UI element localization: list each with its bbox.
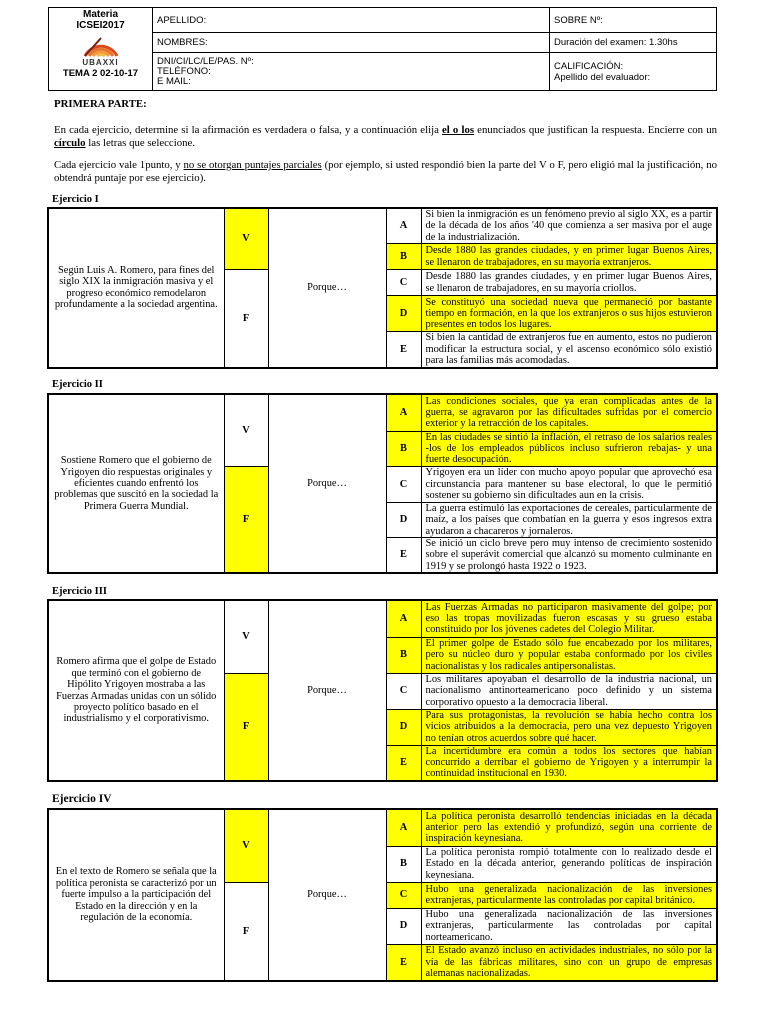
calificacion-label: CALIFICACIÓN:: [554, 60, 624, 72]
option-text: Yrigoyen era un líder con mucho apoyo popular que aprovechó esa circunstancia para mantener su base electoral, lo que le permitió sostener su gobierno sin dificultades aun en la crisis.: [421, 466, 717, 502]
exercise-2-table: [47, 393, 718, 574]
option-text: Se inició un ciclo breve pero muy intenso de crecimiento sostenido sobre el superávit comercial que alcanzó su momento culminante en 1919 y se prolongó hasta 1922 o 1923.: [421, 537, 717, 573]
materia-code: ICSEI2017: [76, 20, 125, 31]
exercise-3-title: Ejercicio III: [52, 586, 107, 597]
exercise-statement: En el texto de Romero se señala que la política peronista se caracterizó por un fuerte impulso a la participación del Estado en la dirección y en la regulación de la economía.: [48, 809, 224, 981]
porque-label: Porque…: [268, 809, 386, 981]
telefono-label: TELÉFONO:: [157, 65, 211, 77]
option-letter[interactable]: B: [386, 244, 421, 270]
exercise-statement: Sostiene Romero que el gobierno de Yrigoyen dio respuestas originales y eficientes cuando enfrentó los problemas que suscitó en la sociedad la Primera Guerra Mundial.: [48, 394, 224, 573]
option-text: La política peronista desarrolló tendencias iniciadas en la década anterior pero las extendió y profundizó, según una corriente de inspiración keynesiana.: [421, 809, 717, 846]
true-option[interactable]: V: [224, 600, 268, 673]
ubaxxi-brand: UBAXXI: [82, 58, 119, 67]
materia-label: Materia: [82, 9, 118, 20]
exercise-statement: Según Luis A. Romero, para fines del siglo XIX la inmigración masiva y el progreso económico remodelaron profundamente a la sociedad argentina.: [48, 208, 224, 368]
porque-label: Porque…: [268, 394, 386, 573]
option-text: Si bien la cantidad de extranjeros fue en aumento, estos no pudieron modificar la estructura social, y el ascenso económico sólo existió para las familias más acomodadas.: [421, 332, 717, 368]
option-letter[interactable]: A: [386, 208, 421, 244]
email-label: E MAIL:: [157, 75, 191, 87]
option-text: La incertidumbre era común a todos los sectores que habían concurrido a derribar el gobierno de Yrigoyen y a interrumpir la continuidad institucional en 1930.: [421, 745, 717, 781]
option-text: Si bien la inmigración es un fenómeno previo al siglo XX, es a partir de la década de los años '40 que comienza a ser masiva por el auge de la industrialización.: [421, 208, 717, 244]
option-letter[interactable]: A: [386, 600, 421, 637]
option-letter[interactable]: C: [386, 466, 421, 502]
el-o-los-emphasis: el o los: [442, 124, 475, 136]
option-text: Los militares apoyaban el desarrollo de la industria nacional, un nacionalismo antinorteamericano poco definido y un sistema corporativo opuesto a la democracia liberal.: [421, 673, 717, 709]
apellido-field[interactable]: [153, 8, 550, 33]
option-letter[interactable]: C: [386, 270, 421, 296]
exercise-4-title: Ejercicio IV: [52, 793, 112, 805]
no-partial-emphasis: no se otorgan puntajes parciales: [183, 159, 322, 171]
exercise-statement: Romero afirma que el golpe de Estado que terminó con el gobierno de Hipólito Yrigoyen mostraba a las Fuerzas Armadas unidas con un sólido proyecto político basado en el industrialismo y el corporativismo.: [48, 600, 224, 781]
option-text: Las condiciones sociales, que ya eran complicadas antes de la guerra, se agravaron por las dificultades sufridas por el comercio exterior y la retracción de los capitales.: [421, 394, 717, 431]
duracion-label: Duración del examen: 1.30hs: [554, 37, 678, 48]
option-text: Hubo una generalizada nacionalización de las inversiones extranjeras, particularmente las controladas por capital norteamericano.: [421, 908, 717, 944]
tema-label: TEMA 2 02-10-17: [62, 68, 139, 79]
option-letter[interactable]: E: [386, 332, 421, 368]
exercise-1-title: Ejercicio I: [52, 194, 99, 205]
option-text: Desde 1880 las grandes ciudades, y en primer lugar Buenos Aires, se llenaron de trabajadores, en su mayoría criollos.: [421, 270, 717, 296]
sobre-field[interactable]: [550, 8, 717, 33]
option-letter[interactable]: C: [386, 673, 421, 709]
option-text: La política peronista rompió totalmente con lo realizado desde el Estado en la década anterior, generando políticas de inspiración keynesiana.: [421, 846, 717, 882]
option-letter[interactable]: D: [386, 502, 421, 537]
true-option[interactable]: V: [224, 809, 268, 882]
option-letter[interactable]: D: [386, 709, 421, 745]
contact-field[interactable]: [153, 53, 550, 91]
duracion-cell: [550, 33, 717, 53]
option-letter[interactable]: A: [386, 394, 421, 431]
apellido-label: APELLIDO:: [157, 14, 207, 26]
option-letter[interactable]: D: [386, 908, 421, 944]
porque-label: Porque…: [268, 600, 386, 781]
option-letter[interactable]: B: [386, 637, 421, 673]
instructions-paragraph: En cada ejercicio, determine si la afirmación es verdadera o falsa, y a continuación elija el o los enunciados que justifican la respuesta. Encierre con un círculo las letras que seleccione.: [54, 124, 717, 149]
ubaxxi-logo-icon: [81, 32, 121, 58]
option-letter[interactable]: E: [386, 745, 421, 781]
option-text: La guerra estimuló las exportaciones de cereales, particularmente de maíz, a los países que combatían en la guerra y esos ingresos extra ayudaron a chacareros y jornaleros.: [421, 502, 717, 537]
option-letter[interactable]: A: [386, 809, 421, 846]
true-option[interactable]: V: [224, 394, 268, 466]
option-text: En las ciudades se sintió la inflación, el retraso de los salarios reales -los de los empleados públicos incluso sufrieron rebajas- y una fuerte desocupación.: [421, 431, 717, 466]
option-text: Para sus protagonistas, la revolución se había hecho contra los vicios atribuidos a la democracia, pero una vez depuesto Yrigoyen no tenían otros acuerdos sobre qué hacer.: [421, 709, 717, 745]
option-letter[interactable]: C: [386, 882, 421, 908]
option-text: El primer golpe de Estado sólo fue encabezado por los militares, pero su núcleo duro y popular estaba conformado por los civiles nacionalistas y los radicales antipersonalistas.: [421, 637, 717, 673]
option-text: Se constituyó una sociedad nueva que permaneció por bastante tiempo en formación, en la que los extranjeros o sus hijos estuvieron presentes en todos los lugares.: [421, 296, 717, 332]
option-letter[interactable]: E: [386, 537, 421, 573]
false-option[interactable]: F: [224, 466, 268, 573]
exercise-1-table: [47, 207, 718, 369]
section-title: PRIMERA PARTE:: [54, 98, 147, 110]
nombres-label: NOMBRES:: [157, 37, 208, 48]
option-letter[interactable]: D: [386, 296, 421, 332]
option-text: Desde 1880 las grandes ciudades, y en primer lugar Buenos Aires, se llenaron de trabajadores, en su mayoría extranjeros.: [421, 244, 717, 270]
sobre-label: SOBRE Nº:: [554, 14, 603, 26]
option-letter[interactable]: B: [386, 431, 421, 466]
option-text: Las Fuerzas Armadas no participaron masivamente del golpe; por eso las tropas movilizadas fueron escasas y su grueso estaba constituido por los jóvenes cadetes del Colegio Militar.: [421, 600, 717, 637]
dni-label: DNI/CI/LC/LE/PAS. Nº:: [157, 55, 254, 67]
false-option[interactable]: F: [224, 673, 268, 781]
option-text: El Estado avanzó incluso en actividades industriales, no sólo por la vía de las fábricas militares, sino con un grupo de empresas alemanas nacionalizadas.: [421, 944, 717, 981]
exam-header: [48, 7, 717, 91]
exercise-4-table: [47, 808, 718, 982]
nombres-field[interactable]: [153, 33, 550, 53]
calificacion-field[interactable]: [550, 53, 717, 91]
true-option[interactable]: V: [224, 208, 268, 270]
option-letter[interactable]: E: [386, 944, 421, 981]
option-text: Hubo una generalizada nacionalización de las inversiones extranjeras, particularmente las controladas por capital británico.: [421, 882, 717, 908]
evaluador-label: Apellido del evaluador:: [554, 71, 651, 83]
scoring-paragraph: Cada ejercicio vale 1punto, y no se otorgan puntajes parciales (por ejemplo, si usted respondió bien la parte del V o F, pero eligió mal la justificación, no obtendrá puntaje por ese ejercicio).: [54, 159, 717, 184]
circulo-emphasis: círculo: [54, 137, 86, 149]
exercise-3-table: [47, 599, 718, 782]
logo-block: [49, 8, 153, 91]
false-option[interactable]: F: [224, 882, 268, 981]
exercise-2-title: Ejercicio II: [52, 379, 103, 390]
option-letter[interactable]: B: [386, 846, 421, 882]
false-option[interactable]: F: [224, 270, 268, 368]
porque-label: Porque…: [268, 208, 386, 368]
